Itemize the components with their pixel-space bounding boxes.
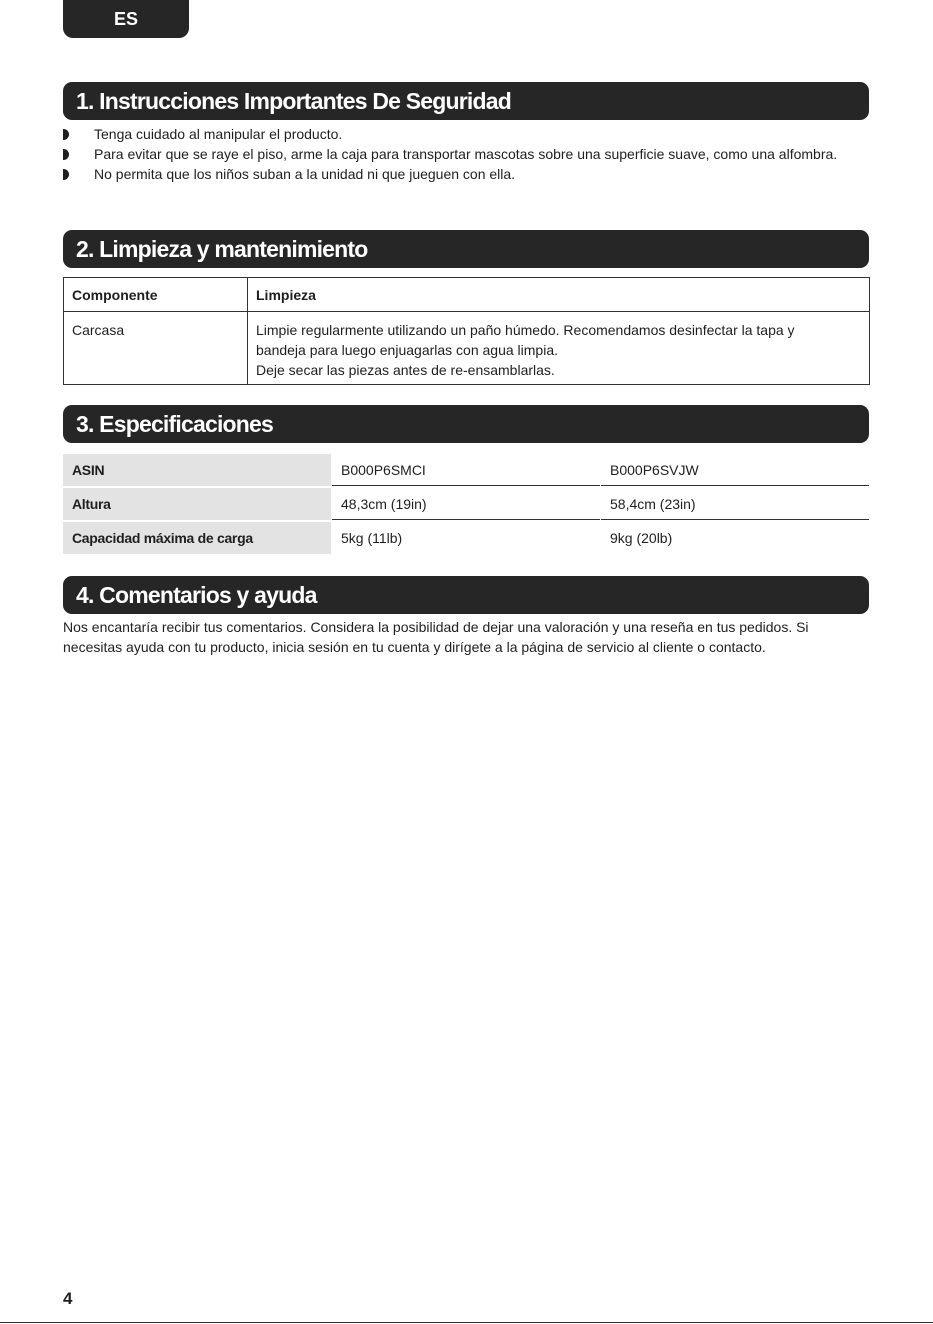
cleaning-instruction: Deje secar las piezas antes de re-ensamblarlas. (256, 362, 555, 378)
bullet-icon (63, 169, 69, 180)
spec-label: Capacidad máxima de carga (63, 522, 331, 554)
list-item (63, 124, 869, 144)
component-cell: Carcasa (64, 312, 248, 385)
spec-value: B000P6SMCI (332, 454, 600, 486)
spec-value: 9kg (20lb) (610, 530, 673, 546)
list-item-text: Tenga cuidado al manipular el producto. (94, 126, 343, 142)
list-item (63, 164, 869, 184)
language-tab: ES (63, 0, 189, 38)
table-header-row (64, 278, 870, 312)
table-row (63, 454, 869, 486)
spec-label: ASIN (63, 454, 331, 486)
column-header-component: Componente (64, 278, 248, 312)
cleaning-instruction: Limpie regularmente utilizando un paño húmedo. Recomendamos desinfectar la tapa y bandeja para luego enjuagarlas con agua limpia. (256, 322, 795, 358)
table-row (63, 488, 869, 520)
cleaning-table (63, 277, 870, 385)
cleaning-cell (248, 312, 870, 385)
spec-value: B000P6SVJW (601, 454, 869, 486)
column-header-cleaning: Limpieza (248, 278, 870, 312)
table-row (64, 312, 870, 385)
feedback-section-title: 4. Comentarios y ayuda (63, 576, 869, 614)
list-item-text: Para evitar que se raye el piso, arme la caja para transportar mascotas sobre una superficie suave, como una alfombra. (94, 146, 838, 162)
bullet-icon (63, 149, 69, 160)
specs-section-title: 3. Especificaciones (63, 405, 869, 443)
list-item-text: No permita que los niños suban a la unidad ni que jueguen con ella. (94, 166, 516, 182)
spec-value: 5kg (11lb) (341, 530, 403, 546)
page-divider (0, 1322, 933, 1323)
table-row (63, 522, 869, 554)
bullet-icon (63, 129, 69, 140)
specs-table (63, 454, 869, 556)
list-item (63, 144, 869, 164)
page-number: 4 (63, 1289, 73, 1308)
spec-value: 58,4cm (23in) (601, 488, 869, 520)
safety-section-title: 1. Instrucciones Importantes De Seguridad (63, 82, 869, 120)
feedback-text: Nos encantaría recibir tus comentarios. Considera la posibilidad de dejar una valoración y una reseña en tus pedidos. Si necesitas ayuda con tu producto, inicia sesión en tu cuenta y dirígete a la página de servicio al cliente o contacto. (63, 619, 809, 655)
safety-list (63, 124, 869, 184)
spec-value: 48,3cm (19in) (332, 488, 600, 520)
cleaning-section-title: 2. Limpieza y mantenimiento (63, 230, 869, 268)
spec-label: Altura (63, 488, 331, 520)
